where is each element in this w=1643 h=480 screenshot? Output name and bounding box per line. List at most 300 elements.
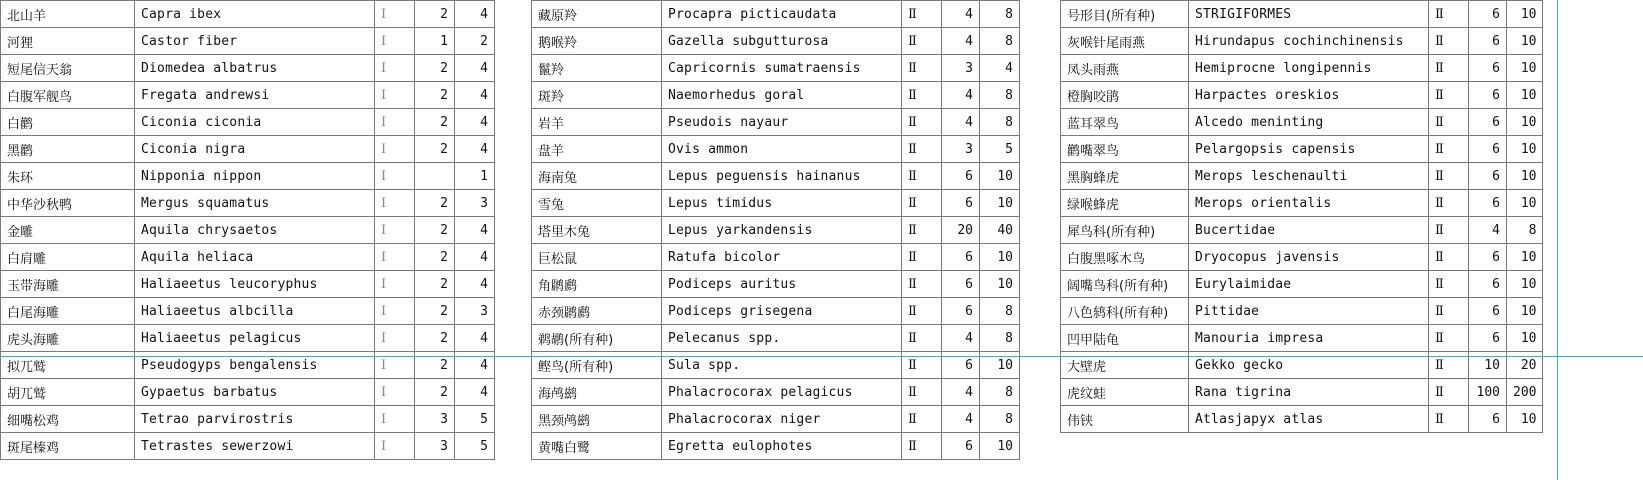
- protection-level-cell: Ⅱ: [902, 109, 942, 136]
- table-row: [1061, 271, 1543, 298]
- table-row: [1061, 109, 1543, 136]
- quantity-max-cell: 8: [980, 325, 1020, 352]
- quantity-max-cell: 200: [1507, 379, 1543, 406]
- chinese-name-cell: 雪兔: [532, 190, 662, 217]
- quantity-max-cell: 10: [980, 352, 1020, 379]
- table-row: [1061, 244, 1543, 271]
- quantity-min-cell: 6: [1469, 244, 1507, 271]
- protection-level-cell: Ⅱ: [902, 217, 942, 244]
- table-row: [532, 325, 1020, 352]
- table-row: [532, 163, 1020, 190]
- quantity-max-cell: 2: [455, 28, 495, 55]
- protection-level-cell: Ⅱ: [1429, 244, 1469, 271]
- quantity-min-cell: 6: [1469, 28, 1507, 55]
- table-row: [1061, 325, 1543, 352]
- chinese-name-cell: 虎头海雕: [1, 325, 135, 352]
- quantity-max-cell: 5: [455, 433, 495, 460]
- table-row: [1, 271, 495, 298]
- table-row: [532, 1, 1020, 28]
- quantity-max-cell: 4: [455, 217, 495, 244]
- latin-name-cell: Ovis ammon: [662, 136, 902, 163]
- latin-name-cell: Merops leschenaulti: [1189, 163, 1429, 190]
- protection-level-cell: Ⅰ: [375, 109, 415, 136]
- chinese-name-cell: 岩羊: [532, 109, 662, 136]
- quantity-max-cell: 10: [980, 190, 1020, 217]
- chinese-name-cell: 鹈鹕(所有种): [532, 325, 662, 352]
- quantity-min-cell: 6: [1469, 298, 1507, 325]
- latin-name-cell: Pseudogyps bengalensis: [135, 352, 375, 379]
- table-row: [1061, 163, 1543, 190]
- quantity-min-cell: 2: [415, 55, 455, 82]
- chinese-name-cell: 胡兀鹫: [1, 379, 135, 406]
- quantity-min-cell: 2: [415, 217, 455, 244]
- quantity-min-cell: 6: [1469, 136, 1507, 163]
- latin-name-cell: Gypaetus barbatus: [135, 379, 375, 406]
- chinese-name-cell: 鹳嘴翠鸟: [1061, 136, 1189, 163]
- quantity-max-cell: 8: [980, 109, 1020, 136]
- table-row: [532, 190, 1020, 217]
- chinese-name-cell: 玉带海雕: [1, 271, 135, 298]
- latin-name-cell: Manouria impresa: [1189, 325, 1429, 352]
- chinese-name-cell: 塔里木兔: [532, 217, 662, 244]
- chinese-name-cell: 拟兀鹫: [1, 352, 135, 379]
- latin-name-cell: Haliaeetus leucoryphus: [135, 271, 375, 298]
- latin-name-cell: Nipponia nippon: [135, 163, 375, 190]
- protection-level-cell: Ⅱ: [902, 352, 942, 379]
- latin-name-cell: Pelecanus spp.: [662, 325, 902, 352]
- latin-name-cell: Bucertidae: [1189, 217, 1429, 244]
- latin-name-cell: Hirundapus cochinchinensis: [1189, 28, 1429, 55]
- quantity-min-cell: 4: [942, 379, 980, 406]
- table-row: [532, 82, 1020, 109]
- table-row: [1, 136, 495, 163]
- quantity-min-cell: 2: [415, 325, 455, 352]
- table-row: [1061, 55, 1543, 82]
- protection-level-cell: Ⅰ: [375, 379, 415, 406]
- quantity-min-cell: [415, 163, 455, 190]
- latin-name-cell: Tetrao parvirostris: [135, 406, 375, 433]
- quantity-max-cell: 4: [455, 379, 495, 406]
- table-row: [532, 109, 1020, 136]
- quantity-min-cell: 6: [1469, 190, 1507, 217]
- protection-level-cell: Ⅰ: [375, 298, 415, 325]
- quantity-max-cell: 4: [455, 55, 495, 82]
- quantity-min-cell: 4: [942, 28, 980, 55]
- protection-level-cell: Ⅰ: [375, 28, 415, 55]
- quantity-min-cell: 100: [1469, 379, 1507, 406]
- chinese-name-cell: 鲣鸟(所有种): [532, 352, 662, 379]
- chinese-name-cell: 白鹳: [1, 109, 135, 136]
- quantity-max-cell: 4: [455, 352, 495, 379]
- latin-name-cell: Capricornis sumatraensis: [662, 55, 902, 82]
- quantity-min-cell: 2: [415, 109, 455, 136]
- quantity-max-cell: 8: [980, 1, 1020, 28]
- protection-level-cell: Ⅰ: [375, 190, 415, 217]
- latin-name-cell: Gazella subgutturosa: [662, 28, 902, 55]
- table-row: [1, 28, 495, 55]
- table-row: [532, 28, 1020, 55]
- latin-name-cell: Aquila chrysaetos: [135, 217, 375, 244]
- table-row: [1061, 136, 1543, 163]
- protection-level-cell: Ⅱ: [1429, 298, 1469, 325]
- quantity-min-cell: 4: [942, 406, 980, 433]
- quantity-max-cell: 3: [455, 298, 495, 325]
- protection-level-cell: Ⅰ: [375, 163, 415, 190]
- species-table: [1060, 0, 1543, 433]
- latin-name-cell: STRIGIFORMES: [1189, 1, 1429, 28]
- latin-name-cell: Podiceps grisegena: [662, 298, 902, 325]
- table-row: [532, 136, 1020, 163]
- table-row: [1061, 406, 1543, 433]
- quantity-max-cell: 10: [1507, 55, 1543, 82]
- table-row: [1, 82, 495, 109]
- protection-level-cell: Ⅱ: [1429, 1, 1469, 28]
- table-row: [1, 163, 495, 190]
- latin-name-cell: Merops orientalis: [1189, 190, 1429, 217]
- quantity-min-cell: 6: [1469, 271, 1507, 298]
- quantity-max-cell: 8: [980, 28, 1020, 55]
- table-row: [1, 325, 495, 352]
- table-row: [1061, 28, 1543, 55]
- chinese-name-cell: 藏原羚: [532, 1, 662, 28]
- chinese-name-cell: 白肩雕: [1, 244, 135, 271]
- latin-name-cell: Haliaeetus pelagicus: [135, 325, 375, 352]
- table-row: [532, 379, 1020, 406]
- quantity-max-cell: 10: [980, 244, 1020, 271]
- chinese-name-cell: 海鸬鹚: [532, 379, 662, 406]
- latin-name-cell: Lepus timidus: [662, 190, 902, 217]
- quantity-min-cell: 2: [415, 1, 455, 28]
- protection-level-cell: Ⅱ: [902, 406, 942, 433]
- latin-name-cell: Hemiprocne longipennis: [1189, 55, 1429, 82]
- latin-name-cell: Lepus yarkandensis: [662, 217, 902, 244]
- quantity-min-cell: 6: [942, 298, 980, 325]
- quantity-max-cell: 10: [1507, 190, 1543, 217]
- table-row: [1061, 298, 1543, 325]
- quantity-min-cell: 3: [415, 406, 455, 433]
- chinese-name-cell: 阔嘴鸟科(所有种): [1061, 271, 1189, 298]
- quantity-max-cell: 10: [980, 271, 1020, 298]
- table-row: [532, 55, 1020, 82]
- quantity-min-cell: 3: [942, 55, 980, 82]
- quantity-min-cell: 4: [942, 1, 980, 28]
- latin-name-cell: Rana tigrina: [1189, 379, 1429, 406]
- quantity-max-cell: 10: [1507, 298, 1543, 325]
- protection-level-cell: Ⅰ: [375, 136, 415, 163]
- latin-name-cell: Ciconia nigra: [135, 136, 375, 163]
- quantity-max-cell: 4: [455, 136, 495, 163]
- table-row: [1061, 217, 1543, 244]
- protection-level-cell: Ⅱ: [902, 325, 942, 352]
- protection-level-cell: Ⅰ: [375, 82, 415, 109]
- quantity-max-cell: 4: [455, 244, 495, 271]
- chinese-name-cell: 黑胸蜂虎: [1061, 163, 1189, 190]
- quantity-max-cell: 8: [980, 298, 1020, 325]
- latin-name-cell: Harpactes oreskios: [1189, 82, 1429, 109]
- species-table: [531, 0, 1020, 460]
- table-row: [1061, 82, 1543, 109]
- chinese-name-cell: 犀鸟科(所有种): [1061, 217, 1189, 244]
- table-row: [532, 271, 1020, 298]
- chinese-name-cell: 斑羚: [532, 82, 662, 109]
- latin-name-cell: Haliaeetus albcilla: [135, 298, 375, 325]
- quantity-min-cell: 4: [942, 109, 980, 136]
- quantity-max-cell: 4: [455, 1, 495, 28]
- latin-name-cell: Tetrastes sewerzowi: [135, 433, 375, 460]
- protection-level-cell: Ⅰ: [375, 271, 415, 298]
- species-table: [0, 0, 495, 460]
- quantity-min-cell: 4: [1469, 217, 1507, 244]
- table-row: [1, 109, 495, 136]
- latin-name-cell: Pittidae: [1189, 298, 1429, 325]
- protection-level-cell: Ⅱ: [902, 82, 942, 109]
- quantity-min-cell: 3: [415, 433, 455, 460]
- quantity-max-cell: 8: [1507, 217, 1543, 244]
- quantity-min-cell: 6: [1469, 325, 1507, 352]
- protection-level-cell: Ⅱ: [1429, 352, 1469, 379]
- protection-level-cell: Ⅱ: [902, 379, 942, 406]
- protection-level-cell: Ⅰ: [375, 55, 415, 82]
- quantity-min-cell: 4: [942, 82, 980, 109]
- table-row: [1, 352, 495, 379]
- quantity-min-cell: 6: [942, 352, 980, 379]
- chinese-name-cell: 黑颈鸬鹚: [532, 406, 662, 433]
- quantity-min-cell: 2: [415, 136, 455, 163]
- protection-level-cell: Ⅱ: [1429, 325, 1469, 352]
- chinese-name-cell: 斑尾榛鸡: [1, 433, 135, 460]
- chinese-name-cell: 绿喉蜂虎: [1061, 190, 1189, 217]
- quantity-max-cell: 5: [455, 406, 495, 433]
- latin-name-cell: Procapra picticaudata: [662, 1, 902, 28]
- quantity-max-cell: 10: [1507, 136, 1543, 163]
- chinese-name-cell: 号形目(所有种): [1061, 1, 1189, 28]
- protection-level-cell: Ⅱ: [1429, 406, 1469, 433]
- chinese-name-cell: 鹅喉羚: [532, 28, 662, 55]
- chinese-name-cell: 金雕: [1, 217, 135, 244]
- chinese-name-cell: 凹甲陆龟: [1061, 325, 1189, 352]
- chinese-name-cell: 中华沙秋鸭: [1, 190, 135, 217]
- table-row: [1, 379, 495, 406]
- latin-name-cell: Phalacrocorax niger: [662, 406, 902, 433]
- quantity-max-cell: 4: [455, 325, 495, 352]
- protection-level-cell: Ⅰ: [375, 352, 415, 379]
- protection-level-cell: Ⅱ: [1429, 136, 1469, 163]
- latin-name-cell: Dryocopus javensis: [1189, 244, 1429, 271]
- latin-name-cell: Capra ibex: [135, 1, 375, 28]
- chinese-name-cell: 盘羊: [532, 136, 662, 163]
- quantity-min-cell: 2: [415, 298, 455, 325]
- latin-name-cell: Aquila heliaca: [135, 244, 375, 271]
- protection-level-cell: Ⅱ: [902, 433, 942, 460]
- quantity-min-cell: 2: [415, 244, 455, 271]
- table-panel-right: [1060, 0, 1543, 433]
- quantity-max-cell: 4: [980, 55, 1020, 82]
- chinese-name-cell: 海南兔: [532, 163, 662, 190]
- latin-name-cell: Phalacrocorax pelagicus: [662, 379, 902, 406]
- quantity-max-cell: 1: [455, 163, 495, 190]
- protection-level-cell: Ⅱ: [1429, 55, 1469, 82]
- quantity-max-cell: 10: [1507, 82, 1543, 109]
- protection-level-cell: Ⅱ: [902, 271, 942, 298]
- protection-level-cell: Ⅱ: [1429, 217, 1469, 244]
- table-row: [532, 433, 1020, 460]
- table-row: [1, 55, 495, 82]
- protection-level-cell: Ⅱ: [902, 244, 942, 271]
- chinese-name-cell: 角䴙䴘: [532, 271, 662, 298]
- protection-level-cell: Ⅱ: [902, 1, 942, 28]
- latin-name-cell: Gekko gecko: [1189, 352, 1429, 379]
- protection-level-cell: Ⅰ: [375, 406, 415, 433]
- table-row: [532, 406, 1020, 433]
- latin-name-cell: Atlasjapyx atlas: [1189, 406, 1429, 433]
- quantity-min-cell: 6: [1469, 55, 1507, 82]
- protection-level-cell: Ⅱ: [1429, 190, 1469, 217]
- quantity-max-cell: 4: [455, 109, 495, 136]
- latin-name-cell: Ciconia ciconia: [135, 109, 375, 136]
- protection-level-cell: Ⅱ: [902, 28, 942, 55]
- quantity-min-cell: 6: [1469, 1, 1507, 28]
- chinese-name-cell: 河狸: [1, 28, 135, 55]
- quantity-max-cell: 8: [980, 82, 1020, 109]
- table-row: [1, 190, 495, 217]
- quantity-max-cell: 10: [1507, 109, 1543, 136]
- latin-name-cell: Sula spp.: [662, 352, 902, 379]
- quantity-min-cell: 2: [415, 271, 455, 298]
- quantity-min-cell: 4: [942, 325, 980, 352]
- chinese-name-cell: 短尾信天翁: [1, 55, 135, 82]
- quantity-max-cell: 5: [980, 136, 1020, 163]
- quantity-max-cell: 4: [455, 82, 495, 109]
- chinese-name-cell: 大壁虎: [1061, 352, 1189, 379]
- chinese-name-cell: 凤头雨燕: [1061, 55, 1189, 82]
- quantity-min-cell: 6: [1469, 163, 1507, 190]
- chinese-name-cell: 灰喉针尾雨燕: [1061, 28, 1189, 55]
- protection-level-cell: Ⅱ: [902, 190, 942, 217]
- quantity-min-cell: 2: [415, 352, 455, 379]
- latin-name-cell: Naemorhedus goral: [662, 82, 902, 109]
- protection-level-cell: Ⅱ: [1429, 109, 1469, 136]
- chinese-name-cell: 北山羊: [1, 1, 135, 28]
- table-row: [532, 244, 1020, 271]
- quantity-min-cell: 6: [942, 433, 980, 460]
- quantity-max-cell: 8: [980, 406, 1020, 433]
- table-row: [1, 1, 495, 28]
- quantity-max-cell: 10: [1507, 406, 1543, 433]
- quantity-max-cell: 10: [1507, 1, 1543, 28]
- protection-level-cell: Ⅱ: [1429, 28, 1469, 55]
- quantity-max-cell: 10: [980, 433, 1020, 460]
- chinese-name-cell: 白腹军舰鸟: [1, 82, 135, 109]
- chinese-name-cell: 黑鹳: [1, 136, 135, 163]
- quantity-min-cell: 20: [942, 217, 980, 244]
- quantity-max-cell: 10: [980, 163, 1020, 190]
- quantity-max-cell: 40: [980, 217, 1020, 244]
- quantity-min-cell: 6: [1469, 82, 1507, 109]
- protection-level-cell: Ⅱ: [902, 298, 942, 325]
- chinese-name-cell: 细嘴松鸡: [1, 406, 135, 433]
- table-panel-left: [0, 0, 495, 460]
- latin-name-cell: Pelargopsis capensis: [1189, 136, 1429, 163]
- cyan-vertical-guide: [1557, 0, 1558, 480]
- table-row: [1, 217, 495, 244]
- protection-level-cell: Ⅰ: [375, 217, 415, 244]
- quantity-max-cell: 3: [455, 190, 495, 217]
- quantity-max-cell: 4: [455, 271, 495, 298]
- latin-name-cell: Egretta eulophotes: [662, 433, 902, 460]
- table-row: [532, 298, 1020, 325]
- protection-level-cell: Ⅱ: [902, 163, 942, 190]
- quantity-min-cell: 1: [415, 28, 455, 55]
- quantity-max-cell: 10: [1507, 271, 1543, 298]
- latin-name-cell: Pseudois nayaur: [662, 109, 902, 136]
- protection-level-cell: Ⅰ: [375, 1, 415, 28]
- table-row: [1061, 352, 1543, 379]
- quantity-min-cell: 6: [942, 271, 980, 298]
- protection-level-cell: Ⅰ: [375, 433, 415, 460]
- table-row: [1061, 190, 1543, 217]
- chinese-name-cell: 蓝耳翠鸟: [1061, 109, 1189, 136]
- table-row: [1, 244, 495, 271]
- table-row: [1, 298, 495, 325]
- quantity-max-cell: 20: [1507, 352, 1543, 379]
- chinese-name-cell: 橙胸咬鹃: [1061, 82, 1189, 109]
- table-row: [1, 406, 495, 433]
- quantity-min-cell: 2: [415, 82, 455, 109]
- latin-name-cell: Podiceps auritus: [662, 271, 902, 298]
- quantity-min-cell: 2: [415, 379, 455, 406]
- quantity-min-cell: 3: [942, 136, 980, 163]
- chinese-name-cell: 伟铗: [1061, 406, 1189, 433]
- table-row: [1061, 379, 1543, 406]
- protection-level-cell: Ⅱ: [1429, 163, 1469, 190]
- latin-name-cell: Castor fiber: [135, 28, 375, 55]
- latin-name-cell: Diomedea albatrus: [135, 55, 375, 82]
- chinese-name-cell: 鬣羚: [532, 55, 662, 82]
- chinese-name-cell: 黄嘴白鹭: [532, 433, 662, 460]
- protection-level-cell: Ⅱ: [1429, 379, 1469, 406]
- latin-name-cell: Mergus squamatus: [135, 190, 375, 217]
- table-row: [1061, 1, 1543, 28]
- chinese-name-cell: 朱环: [1, 163, 135, 190]
- quantity-max-cell: 10: [1507, 28, 1543, 55]
- chinese-name-cell: 白腹黑啄木鸟: [1061, 244, 1189, 271]
- protection-level-cell: Ⅰ: [375, 244, 415, 271]
- protection-level-cell: Ⅱ: [902, 136, 942, 163]
- quantity-min-cell: 2: [415, 190, 455, 217]
- quantity-max-cell: 8: [980, 379, 1020, 406]
- quantity-max-cell: 10: [1507, 163, 1543, 190]
- quantity-min-cell: 6: [1469, 109, 1507, 136]
- protection-level-cell: Ⅰ: [375, 325, 415, 352]
- latin-name-cell: Ratufa bicolor: [662, 244, 902, 271]
- quantity-min-cell: 6: [942, 163, 980, 190]
- chinese-name-cell: 巨松鼠: [532, 244, 662, 271]
- chinese-name-cell: 白尾海雕: [1, 298, 135, 325]
- chinese-name-cell: 虎纹蛙: [1061, 379, 1189, 406]
- chinese-name-cell: 赤颈䴙䴘: [532, 298, 662, 325]
- latin-name-cell: Alcedo meninting: [1189, 109, 1429, 136]
- table-row: [532, 352, 1020, 379]
- quantity-min-cell: 6: [942, 244, 980, 271]
- table-row: [532, 217, 1020, 244]
- table-row: [1, 433, 495, 460]
- latin-name-cell: Eurylaimidae: [1189, 271, 1429, 298]
- chinese-name-cell: 八色鸫科(所有种): [1061, 298, 1189, 325]
- quantity-max-cell: 10: [1507, 244, 1543, 271]
- protection-level-cell: Ⅱ: [1429, 82, 1469, 109]
- quantity-max-cell: 10: [1507, 325, 1543, 352]
- quantity-min-cell: 10: [1469, 352, 1507, 379]
